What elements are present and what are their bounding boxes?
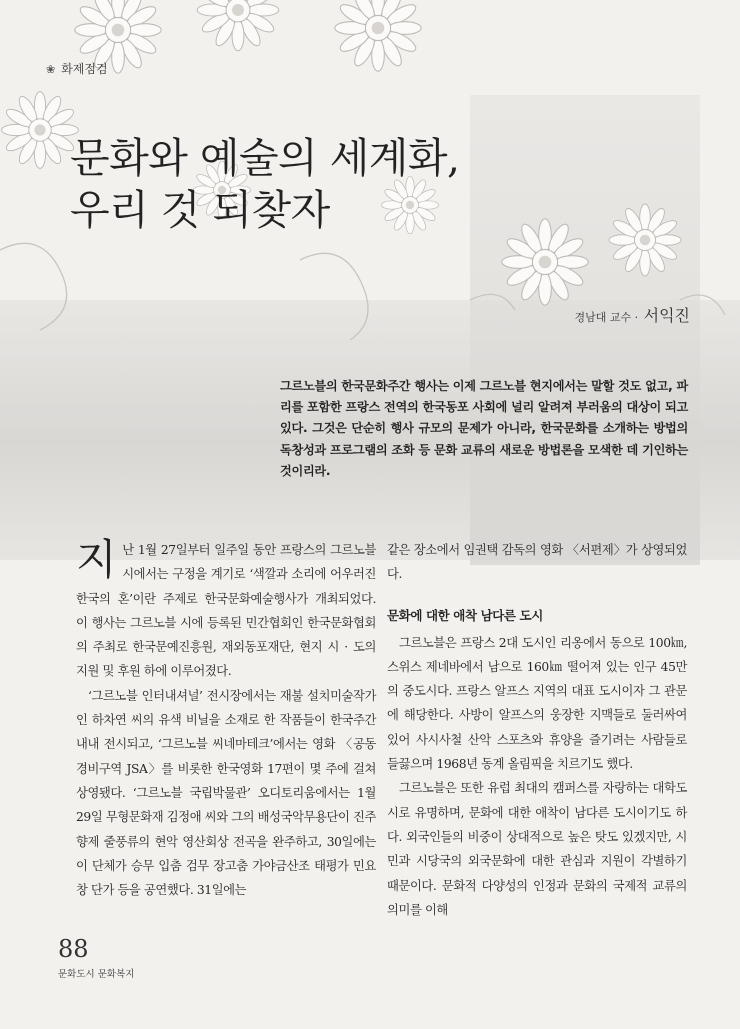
title-line-1: 문화와 예술의 세계화,	[70, 134, 460, 182]
body-paragraph: ‘그르노블 인터내셔널’ 전시장에서는 재불 설치미술작가인 하차연 씨의 유색 비닐을 소재로 한 작품들이 한국주간 내내 전시되고, ‘그르노블 씨네마테크’에서는 영화 〈공동경비구역 JSA〉를 비롯한 한국영화 17편이 몇 주에 걸쳐 상영됐다. ‘그르노블 국립박물관’ 오디토리움에서는 1월 29일 무형문화재 김정애 씨와 그의 배성국악무용단이 진주향제 줄풍류의 현악 영산회상 전곡을 완주하고, 30일에는 이 단체가 승무 입춤 검무 장고춤 가야금산조 태평가 민요창 단가 등을 공연했다. 31일에는	[76, 688, 376, 898]
lead-paragraph: 그르노블의 한국문화주간 행사는 이제 그르노블 현지에서는 말할 것도 없고, 파리를 포함한 프랑스 전역의 한국동포 사회에 널리 알려져 부러움의 대상이 되고 있다. 그것은 단순히 행사 규모의 문제가 아니라, 한국문화를 소개하는 방법의 독창성과 프로그램의 조화 등 문화 교류의 새로운 방법론을 모색한 데 기인하는 것이리라.	[280, 379, 688, 478]
title-line-2: 우리 것 되찾자	[70, 186, 330, 234]
body-paragraph: 그르노블은 또한 유럽 최대의 캠퍼스를 자랑하는 대학도시로 유명하며, 문화에 대한 애착이 남다른 도시이기도 하다. 외국인들의 비중이 상대적으로 높은 탓도 있겠지만, 시민과 시당국의 외국문화에 대한 관심과 지원이 각별하기 때문이다. 문화적 다양성의 인정과 문화의 국제적 교류의 의미를 이해	[387, 781, 687, 917]
body-paragraph: 같은 장소에서 임권택 감독의 영화 〈서편제〉가 상영되었다.	[387, 543, 687, 582]
body-text: 난 1월 27일부터 일주일 동안 프랑스의 그르노블 시에서는 구정을 계기로 ‘색깔과 소리에 어우러진 한국의 혼’이란 주제로 한국문화예술행사가 개최되었다. 이 행사는 그르노블 시에 등록된 민간협회인 한국문화협회의 주최로 한국문예진흥원, 재외동포재단, 현지 시 · 도의 지원 및 후원 하에 이루어졌다.	[76, 543, 376, 679]
sprout-icon: ❀	[46, 63, 56, 76]
page-number: 88	[58, 935, 89, 963]
author-byline	[575, 303, 691, 326]
section-label: 화제점검	[61, 62, 108, 76]
author-affiliation: 경남대 교수 ·	[574, 311, 642, 324]
body-column-right	[387, 538, 687, 922]
drop-cap: 지	[76, 535, 117, 584]
article-title	[70, 132, 460, 236]
section-subheading: 문화에 대한 애착 남다른 도시	[387, 607, 543, 623]
author-name: 서익진	[643, 306, 690, 325]
section-tag	[46, 60, 108, 77]
body-paragraph: 그르노블은 프랑스 2대 도시인 리옹에서 동으로 100㎞, 스위스 제네바에서 남으로 160㎞ 떨어져 있는 인구 45만의 중도시다. 프랑스 알프스 지역의 대표 도시이자 그 관문에 해당한다. 사방이 알프스의 웅장한 지맥들로 둘러싸여 있어 사시사철 산악 스포츠와 휴양을 즐기려는 사람들로 들끓으며 1968년 동계 올림픽을 치르기도 했다.	[387, 635, 687, 772]
body-paragraph	[76, 535, 376, 684]
footer-publication: 문화도시 문화복지	[58, 969, 135, 980]
body-column-left	[76, 535, 376, 902]
